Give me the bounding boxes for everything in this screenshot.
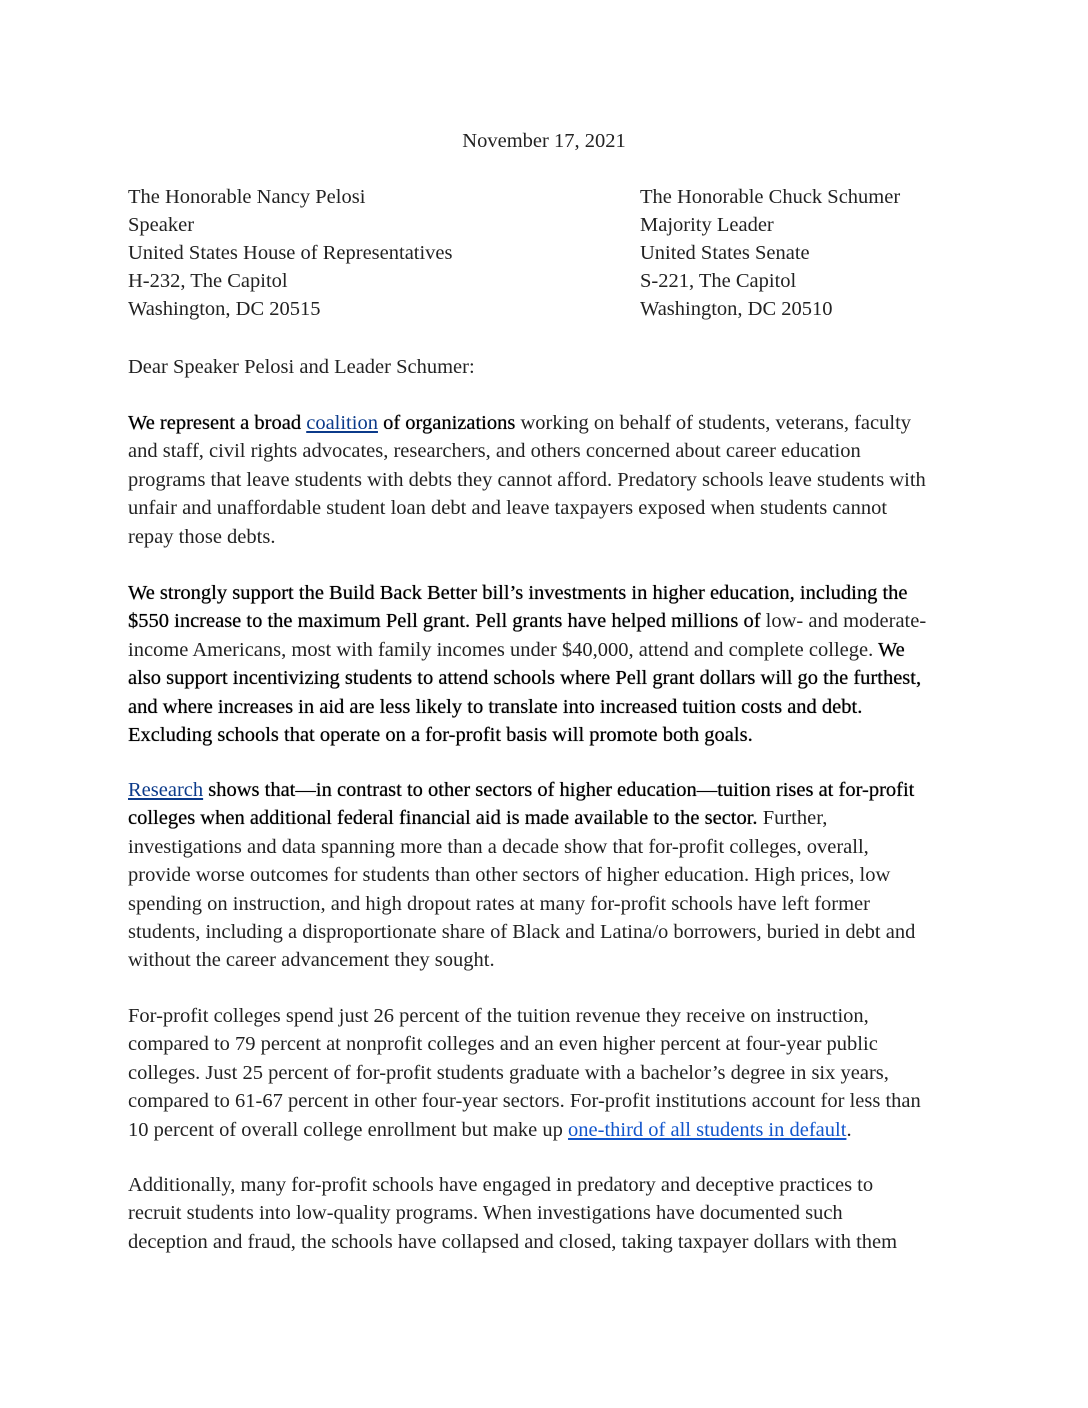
paragraph-line: compared to 61-67 percent in other four-year sectors. For-profit institutions account for less than [128, 1090, 921, 1113]
letter-date: November 17, 2021 [462, 130, 626, 152]
recipient-address-left [128, 183, 453, 323]
paragraph-line: Additionally, many for-profit schools have engaged in predatory and deceptive practices to [128, 1174, 874, 1196]
research-link[interactable]: Research [128, 779, 204, 801]
paragraph-line [128, 636, 926, 664]
paragraph-line: deception and fraud, the schools have collapsed and closed, taking taxpayer dollars with them [128, 1230, 898, 1253]
recipient-left-city: Washington, DC 20515 [128, 298, 321, 320]
paragraph-predatory-practices [128, 1171, 897, 1256]
paragraph-spending [128, 1002, 921, 1144]
recipient-right-city: Washington, DC 20510 [640, 298, 833, 320]
paragraph-build-back-better [128, 579, 926, 749]
bold-text: of organizations [377, 412, 516, 434]
recipient-left-name: The Honorable Nancy Pelosi [128, 186, 366, 208]
body-text: Further, [757, 807, 828, 830]
paragraph-line: without the career advancement they sought. [128, 949, 495, 972]
recipient-left-office: H-232, The Capitol [128, 270, 288, 292]
paragraph-line: investigations and data spanning more than a decade show that for-profit colleges, overall, [128, 835, 869, 858]
paragraph-line: also support incentivizing students to attend schools where Pell grant dollars will go the furthest, [128, 667, 922, 690]
paragraph-line: and staff, civil rights advocates, researchers, and others concerned about career education [128, 440, 861, 463]
body-text: income Americans, most with family incomes under $40,000, attend and complete college. [128, 638, 874, 661]
paragraph-line: provide worse outcomes for students than other sectors of higher education. High prices, low [128, 864, 891, 887]
paragraph-line [128, 607, 926, 635]
bold-text: $550 increase to the maximum Pell grant. Pell grants have helped millions of [128, 610, 761, 633]
paragraph-line: students, including a disproportionate share of Black and Latina/o borrowers, buried in debt and [128, 920, 916, 943]
coalition-link[interactable]: coalition [306, 412, 378, 434]
paragraph-line: repay those debts. [128, 525, 276, 548]
bold-text: shows that—in contrast to other sectors of higher education—tuition rises at for-profit [203, 779, 915, 801]
paragraph-line: Excluding schools that operate on a for-profit basis will promote both goals. [128, 723, 753, 746]
recipient-right-body: United States Senate [640, 242, 810, 264]
bold-text: We represent a broad [128, 412, 307, 434]
paragraph-line [128, 1116, 921, 1144]
body-text: 10 percent of overall college enrollment but make up [128, 1118, 569, 1141]
body-text: . [846, 1118, 852, 1141]
paragraph-line: and where increases in aid are less likely to translate into increased tuition costs and debt. [128, 695, 863, 718]
paragraph-line: unfair and unaffordable student loan debt and leave taxpayers exposed when students cannot [128, 497, 888, 520]
recipient-right-name: The Honorable Chuck Schumer [640, 186, 901, 208]
paragraph-research [128, 776, 915, 975]
paragraph-line: For-profit colleges spend just 26 percent of the tuition revenue they receive on instruction, [128, 1005, 869, 1027]
default-link[interactable]: one-third of all students in default [568, 1118, 847, 1141]
paragraph-line [128, 409, 926, 437]
paragraph-line: We strongly support the Build Back Better bill’s investments in higher education, including the [128, 582, 908, 604]
paragraph-line: compared to 79 percent at nonprofit colleges and an even higher percent at four-year public [128, 1033, 878, 1056]
paragraph-line: colleges. Just 25 percent of for-profit students graduate with a bachelor’s degree in six years, [128, 1061, 889, 1084]
bold-text: colleges when additional federal financial aid is made available to the sector. [128, 807, 758, 830]
paragraph-coalition [128, 409, 926, 551]
body-text: low- and moderate- [760, 610, 927, 633]
salutation: Dear Speaker Pelosi and Leader Schumer: [128, 356, 475, 378]
paragraph-line: recruit students into low-quality programs. When investigations have documented such [128, 1202, 843, 1225]
paragraph-line [128, 776, 915, 804]
recipient-address-right [640, 183, 900, 323]
recipient-right-office: S-221, The Capitol [640, 270, 797, 292]
paragraph-line: spending on instruction, and high dropout rates at many for-profit schools have left former [128, 892, 870, 915]
paragraph-line [128, 804, 915, 832]
recipient-left-body: United States House of Representatives [128, 242, 453, 264]
recipient-right-title: Majority Leader [640, 214, 774, 236]
paragraph-line: programs that leave students with debts they cannot afford. Predatory schools leave students with [128, 468, 926, 491]
recipient-left-title: Speaker [128, 214, 195, 236]
bold-text: We [873, 638, 905, 661]
body-text: working on behalf of students, veterans, faculty [515, 412, 912, 434]
